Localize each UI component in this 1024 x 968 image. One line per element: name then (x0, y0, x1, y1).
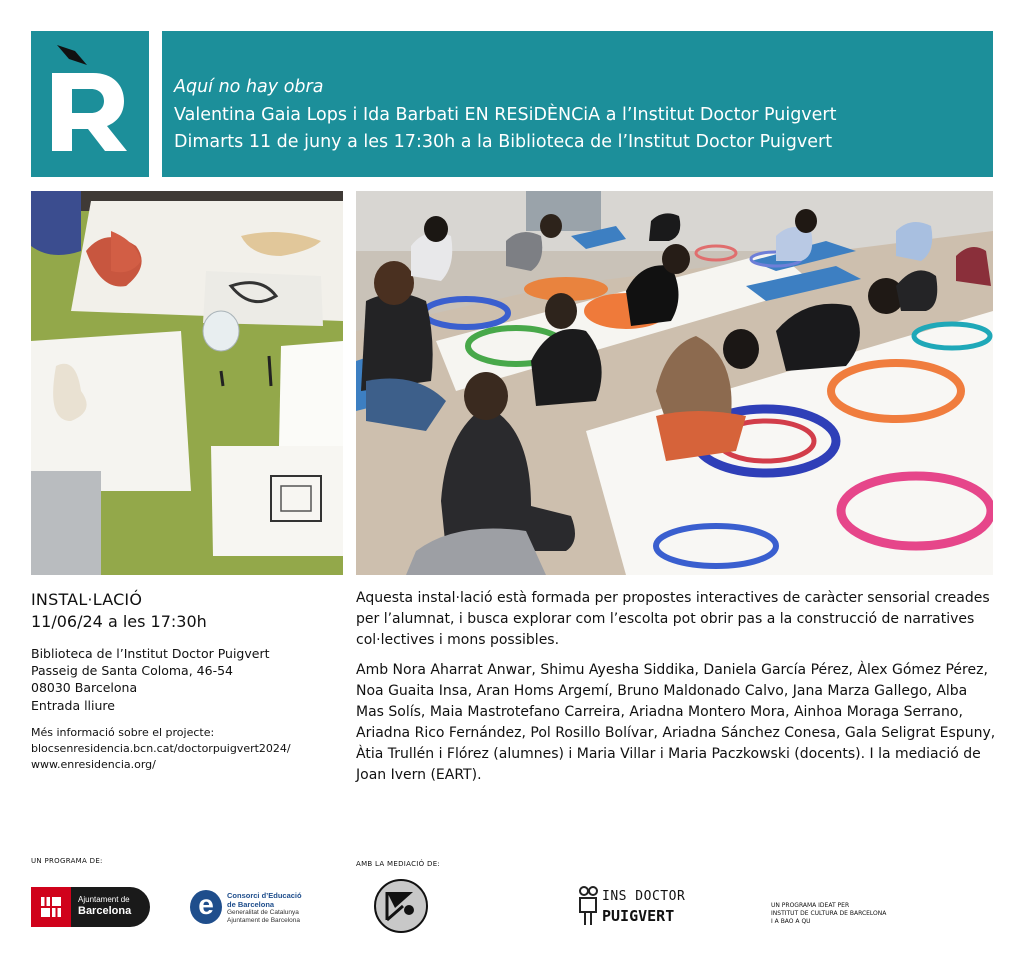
consorci-line3: Generalitat de Catalunya (227, 909, 299, 916)
photo-table-artwork (31, 191, 343, 575)
participants-text: Amb Nora Aharrat Anwar, Shimu Ayesha Siddika, Daniela García Pérez, Àlex Gómez Pérez, Noa Guaita Insa, Aran Homs Argemí, Bruno Maldonado Calvo, Jana Marza Gallego, Alba Mas Solís, Maia Mastrotefano Carreira, Ariadna Montero Mora, Ainhoa Moraga Serrano, Ariadna Rico Fernández, Pol Rosillo Bolívar, Ariadna Sánchez Conesa, Gala Seligrat Espuny, Àtia Trullén i Flórez (alumnes) i Maria Villar i Maria Paczkowski (docents). I la mediació de Joan Ivern (EART). (356, 662, 996, 783)
consorci-e-icon: e (190, 890, 222, 924)
description-text: Aquesta instal·lació està formada per propostes interactives de caràcter sensorial creades per l’alumnat, i busca explorar com l’escolta pot obrir pas a la construcció de narratives col·lectives i mons possibles. (356, 590, 990, 648)
ajuntament-logo (31, 887, 150, 927)
mediation-label: AMB LA MEDIACIÓ DE: (356, 860, 441, 868)
project-link[interactable]: blocsenresidencia.bcn.cat/doctorpuigvert2024/ (31, 742, 291, 755)
program-label: UN PROGRAMA DE: (31, 857, 103, 865)
ideat-line2: INSTITUT DE CULTURA DE BARCELONA (771, 910, 887, 917)
ins-puigvert-logo (578, 885, 688, 930)
ajuntament-shield-icon (31, 887, 71, 927)
photo-students-drawing (356, 191, 993, 575)
date-line: Dimarts 11 de juny a les 17:30h a la Biblioteca de l’Institut Doctor Puigvert (174, 132, 833, 152)
header-band (162, 31, 993, 177)
consorci-logo (190, 888, 320, 928)
ajuntament-line1: Ajuntament de (78, 895, 130, 904)
ideat-line3: I A BAO A QU (771, 918, 811, 925)
site-link[interactable]: www.enresidencia.org/ (31, 758, 156, 771)
ins-figure-icon (578, 885, 598, 927)
residencia-logo (31, 31, 149, 177)
installation-datetime: 11/06/24 a les 17:30h (31, 612, 207, 631)
installation-title: INSTAL·LACIÓ (31, 590, 143, 609)
ins-line1: INS DOCTOR (602, 889, 686, 904)
venue-address: Passeig de Santa Coloma, 46-54 (31, 663, 233, 678)
venue-name: Biblioteca de l’Institut Doctor Puigvert (31, 646, 270, 661)
consorci-line2: de Barcelona (227, 900, 275, 909)
venue-city: 08030 Barcelona (31, 680, 138, 695)
event-subtitle: Aquí no hay obra (174, 77, 324, 97)
residencia-logo-mark (31, 31, 149, 177)
more-info-label: Més informació sobre el projecte: (31, 726, 215, 739)
ideat-line1: UN PROGRAMA IDEAT PER (771, 902, 850, 909)
ins-line2: PUIGVERT (602, 907, 675, 925)
consorci-line1: Consorci d’Educació (227, 891, 302, 900)
artists-line: Valentina Gaia Lops i Ida Barbati EN RESiDÈNCiA a l’Institut Doctor Puigvert (174, 105, 837, 125)
ajuntament-line2: Barcelona (78, 905, 132, 917)
consorci-line4: Ajuntament de Barcelona (227, 917, 300, 924)
entry-info: Entrada lliure (31, 698, 115, 713)
eart-logo-icon (373, 878, 429, 934)
